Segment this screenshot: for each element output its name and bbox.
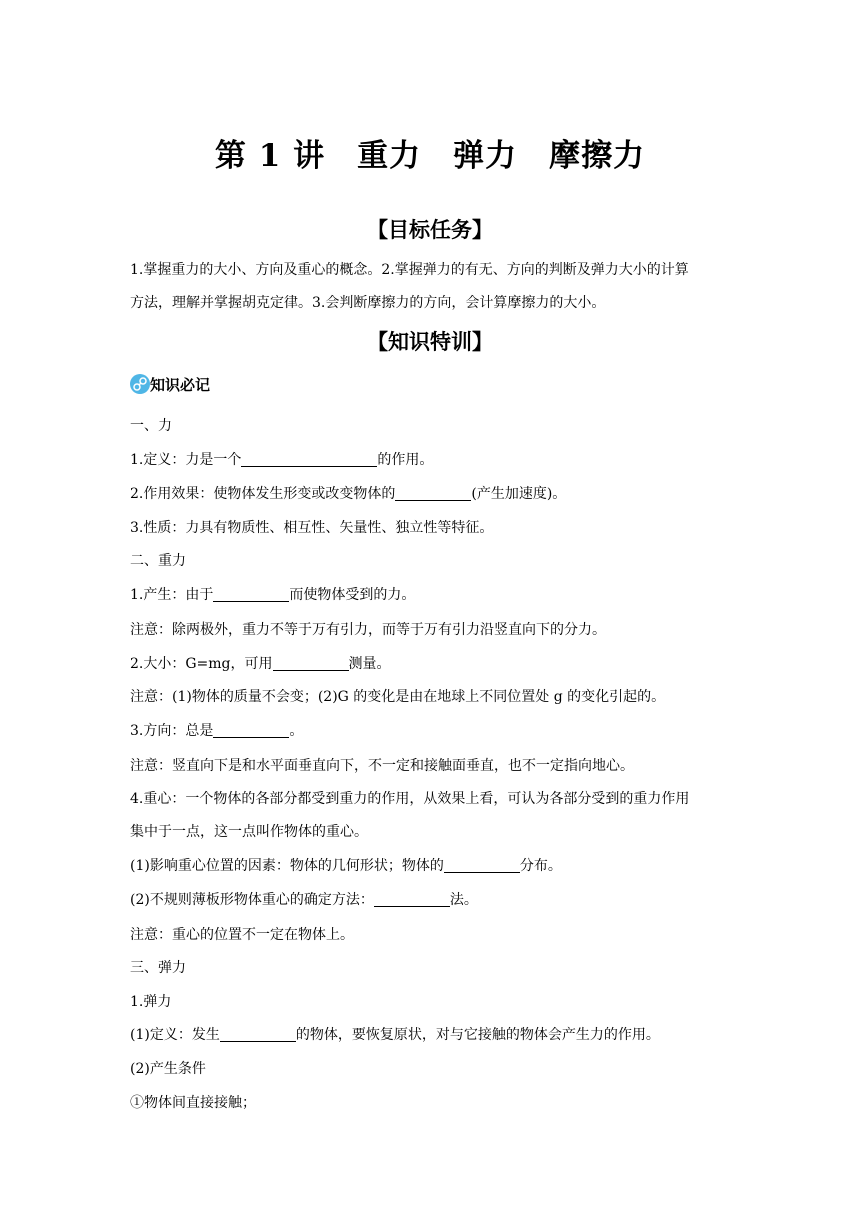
fill-blank[interactable]: [395, 484, 471, 501]
goals-heading: 【目标任务】: [367, 218, 493, 242]
heading-gravity: 二、重力: [130, 553, 186, 569]
goals-line-2: 方法，理解并掌握胡克定律。3.会判断摩擦力的方向，会计算摩擦力的大小。: [130, 295, 606, 311]
page-title: 第 1 讲 重力 弹力 摩擦力: [214, 138, 646, 174]
fill-blank[interactable]: [220, 1025, 296, 1042]
goals-line-1: 1.掌握重力的大小、方向及重心的概念。2.掌握弹力的有无、方向的判断及弹力大小的计算: [130, 262, 689, 278]
center-gravity-factor: (1)影响重心位置的因素：物体的几何形状；物体的 分布。: [130, 858, 562, 874]
knowledge-label-text: 知识必记: [150, 376, 211, 394]
fill-blank[interactable]: [213, 585, 289, 602]
fill-blank[interactable]: [273, 654, 349, 671]
force-definition: 1.定义：力是一个 的作用。: [130, 452, 434, 468]
fill-blank[interactable]: [444, 856, 520, 873]
heading-elastic: 三、弹力: [130, 960, 186, 976]
gravity-note-2: 注意：(1)物体的质量不会变；(2)G 的变化是由在地球上不同位置处 g 的变化引起的。: [130, 689, 666, 705]
center-gravity-method: (2)不规则薄板形物体重心的确定方法： 法。: [130, 892, 478, 908]
force-effect: 2.作用效果：使物体发生形变或改变物体的 (产生加速度)。: [130, 486, 567, 502]
center-gravity-line-2: 集中于一点，这一点叫作物体的重心。: [130, 824, 368, 840]
gravity-magnitude: 2.大小：G=mg，可用 测量。: [130, 656, 391, 672]
heading-force: 一、力: [130, 418, 172, 434]
elastic-definition: (1)定义：发生 的物体，要恢复原状，对与它接触的物体会产生力的作用。: [130, 1027, 660, 1043]
elastic-conditions: (2)产生条件: [130, 1061, 206, 1077]
fill-blank[interactable]: [374, 890, 450, 907]
knowledge-section-label: [130, 374, 210, 396]
gravity-note-3: 注意：竖直向下是和水平面垂直向下，不一定和接触面垂直，也不一定指向地心。: [130, 758, 634, 774]
elastic-subheading: 1.弹力: [130, 994, 172, 1010]
center-gravity-line-1: 4.重心：一个物体的各部分都受到重力的作用，从效果上看，可认为各部分受到的重力作用: [130, 791, 690, 807]
force-property: 3.性质：力具有物质性、相互性、矢量性、独立性等特征。: [130, 520, 494, 536]
fill-blank[interactable]: [241, 450, 377, 467]
fill-blank[interactable]: [213, 721, 289, 738]
gravity-direction: 3.方向：总是 。: [130, 723, 304, 739]
center-gravity-note: 注意：重心的位置不一定在物体上。: [130, 927, 354, 943]
gravity-note-1: 注意：除两极外，重力不等于万有引力，而等于万有引力沿竖直向下的分力。: [130, 622, 606, 638]
training-heading: 【知识特训】: [367, 330, 493, 354]
gravity-origin: 1.产生：由于 而使物体受到的力。: [130, 587, 416, 603]
knowledge-icon: [130, 374, 150, 394]
elastic-condition-1: ①物体间直接接触；: [130, 1095, 256, 1111]
